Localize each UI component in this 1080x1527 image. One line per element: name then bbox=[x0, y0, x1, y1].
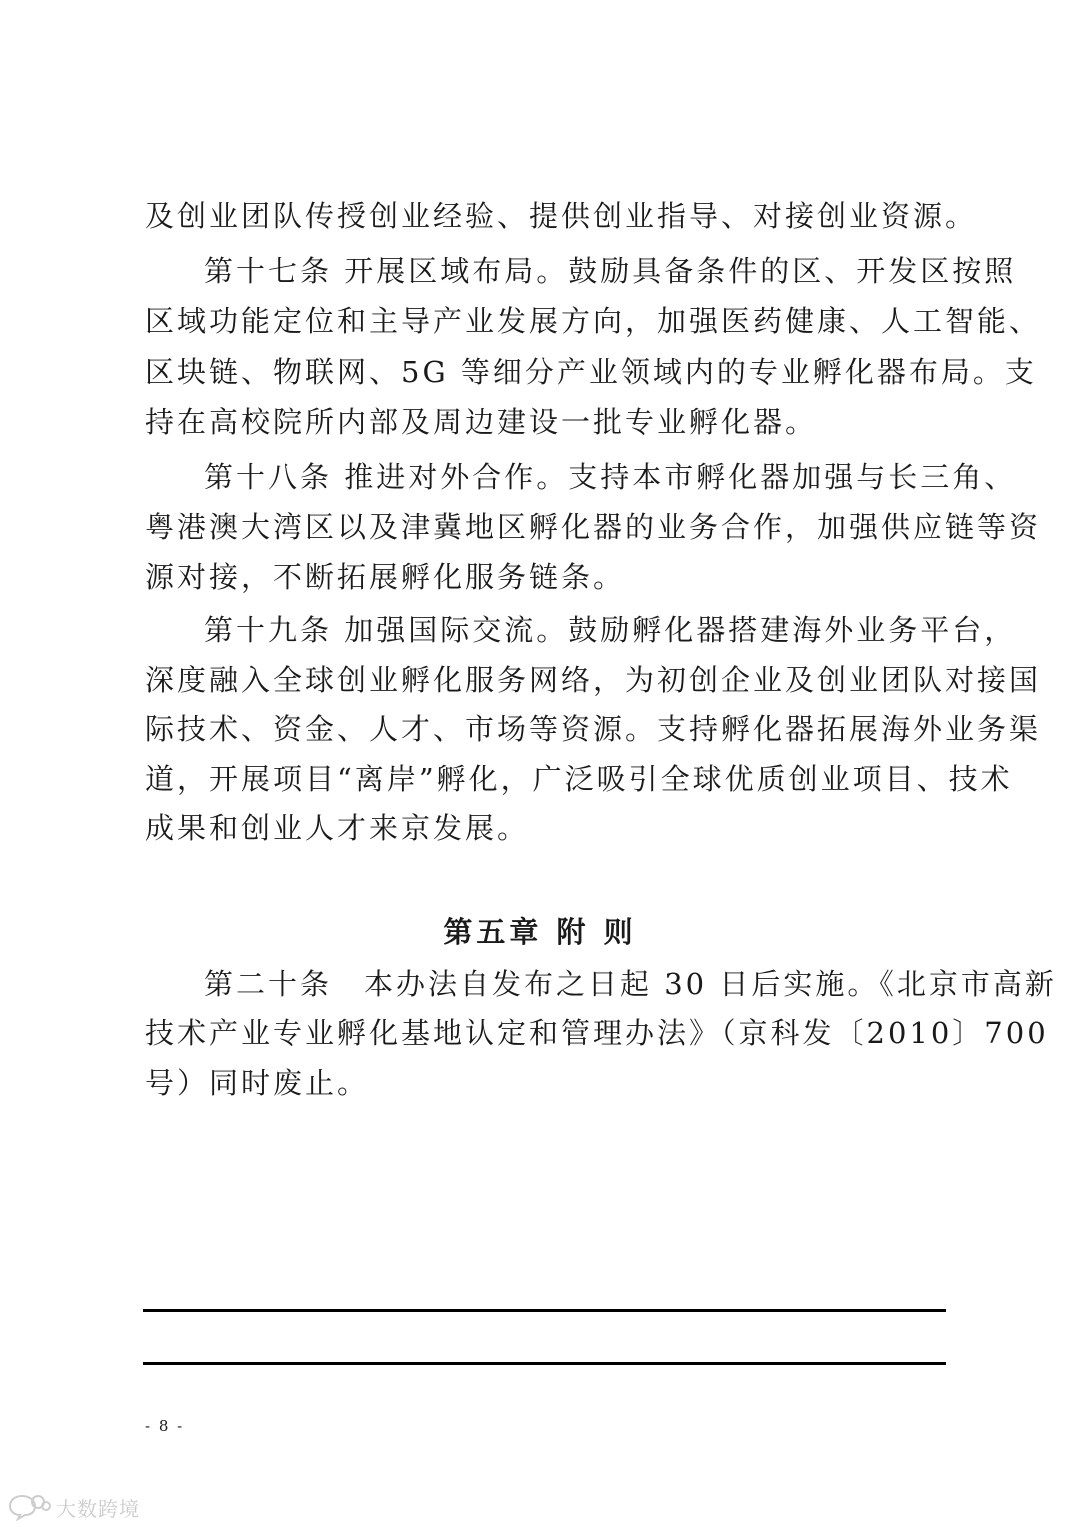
text-line: 第十九条 加强国际交流。鼓励孵化器搭建海外业务平台， bbox=[204, 613, 1017, 647]
text-line: 及创业团队传授创业经验、提供创业指导、对接创业资源。 bbox=[145, 199, 978, 233]
text-line: 第十七条 开展区域布局。鼓励具备条件的区、开发区按照 bbox=[204, 254, 1017, 288]
text-line: 区块链、物联网、5G 等细分产业领域内的专业孵化器布局。支 bbox=[145, 355, 1037, 389]
text-line: 技术产业专业孵化基地认定和管理办法》（京科发〔2010〕700 bbox=[145, 1016, 1049, 1050]
text-line: 第十八条 推进对外合作。支持本市孵化器加强与长三角、 bbox=[204, 460, 1017, 494]
footer-rule-top bbox=[143, 1309, 946, 1312]
page-number: - 8 - bbox=[145, 1417, 185, 1435]
text-line: 区域功能定位和主导产业发展方向，加强医药健康、人工智能、 bbox=[145, 304, 1042, 338]
footer-rule-bottom bbox=[143, 1362, 946, 1365]
watermark bbox=[8, 1492, 140, 1522]
text-line: 持在高校院所内部及周边建设一批专业孵化器。 bbox=[145, 405, 818, 439]
text-line: 际技术、资金、人才、市场等资源。支持孵化器拓展海外业务渠 bbox=[145, 712, 1042, 746]
text-line: 源对接，不断拓展孵化服务链条。 bbox=[145, 560, 626, 594]
watermark-text: 大数跨境 bbox=[56, 1496, 140, 1521]
chat-bubble-logo-icon bbox=[8, 1493, 52, 1521]
text-line: 第二十条 本办法自发布之日起 30 日后实施。《北京市高新 bbox=[204, 967, 1057, 1001]
chapter-heading: 第五章 附 则 bbox=[443, 915, 637, 949]
text-line: 成果和创业人才来京发展。 bbox=[145, 811, 530, 845]
text-line: 粤港澳大湾区以及津冀地区孵化器的业务合作，加强供应链等资 bbox=[145, 510, 1042, 544]
text-line: 道，开展项目“离岸”孵化，广泛吸引全球优质创业项目、技术 bbox=[145, 762, 1013, 796]
text-line: 号）同时废止。 bbox=[145, 1066, 370, 1100]
text-line: 深度融入全球创业孵化服务网络，为初创企业及创业团队对接国 bbox=[145, 663, 1042, 697]
